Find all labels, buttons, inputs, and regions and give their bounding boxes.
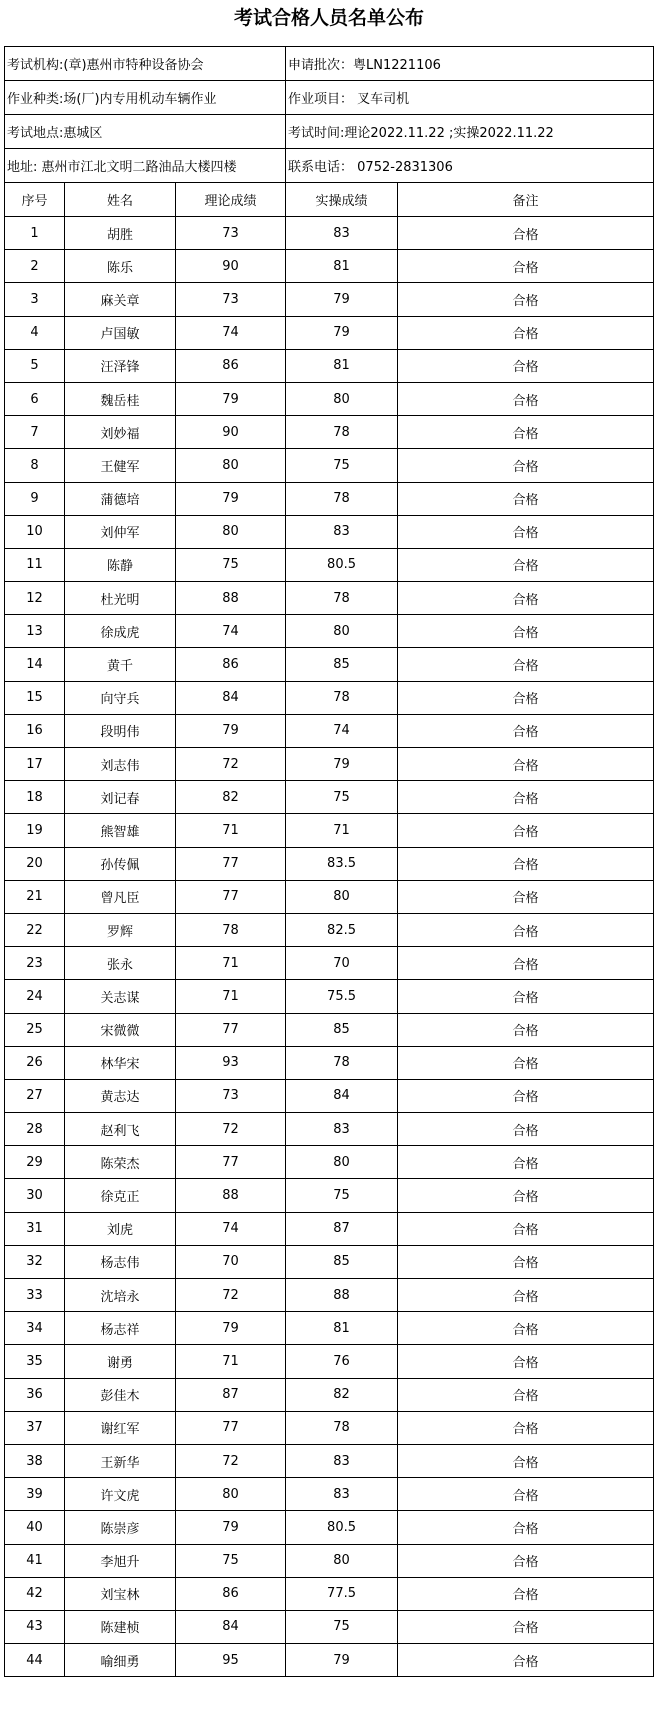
cell-theory-score: 80 <box>176 515 286 548</box>
cell-practical-score: 81 <box>286 349 398 382</box>
cell-practical-score: 83 <box>286 515 398 548</box>
table-row <box>5 1113 654 1146</box>
cell-remark: 合格 <box>398 1345 654 1378</box>
cell-index: 2 <box>5 250 65 283</box>
cell-theory-score: 84 <box>176 681 286 714</box>
cell-theory-score: 72 <box>176 1444 286 1477</box>
cell-name: 段明伟 <box>65 714 176 747</box>
cell-index: 13 <box>5 615 65 648</box>
cell-name: 赵利飞 <box>65 1113 176 1146</box>
cell-remark: 合格 <box>398 1577 654 1610</box>
cell-index: 41 <box>5 1544 65 1577</box>
cell-name: 喻细勇 <box>65 1644 176 1677</box>
cell-theory-score: 77 <box>176 847 286 880</box>
cell-name: 孙传佩 <box>65 847 176 880</box>
cell-practical-score: 76 <box>286 1345 398 1378</box>
cell-remark: 合格 <box>398 1444 654 1477</box>
cell-index: 37 <box>5 1411 65 1444</box>
cell-name: 杨志祥 <box>65 1312 176 1345</box>
table-row <box>5 1179 654 1212</box>
cell-theory-score: 75 <box>176 1544 286 1577</box>
cell-index: 1 <box>5 217 65 250</box>
table-row <box>5 1577 654 1610</box>
cell-theory-score: 77 <box>176 1411 286 1444</box>
cell-name: 曾凡臣 <box>65 880 176 913</box>
cell-name: 陈建桢 <box>65 1610 176 1643</box>
cell-practical-score: 78 <box>286 1411 398 1444</box>
table-row <box>5 482 654 515</box>
table-row <box>5 980 654 1013</box>
cell-index: 10 <box>5 515 65 548</box>
cell-remark: 合格 <box>398 515 654 548</box>
cell-name: 刘志伟 <box>65 748 176 781</box>
cell-index: 29 <box>5 1146 65 1179</box>
table-row <box>5 1212 654 1245</box>
exam-org: 考试机构:(章)惠州市特种设备协会 <box>5 47 286 81</box>
cell-index: 36 <box>5 1378 65 1411</box>
cell-remark: 合格 <box>398 1212 654 1245</box>
cell-theory-score: 86 <box>176 349 286 382</box>
cell-index: 43 <box>5 1610 65 1643</box>
cell-name: 彭佳木 <box>65 1378 176 1411</box>
header-theory-score: 理论成绩 <box>176 183 286 217</box>
table-row <box>5 548 654 581</box>
cell-remark: 合格 <box>398 1478 654 1511</box>
cell-remark: 合格 <box>398 615 654 648</box>
table-row <box>5 449 654 482</box>
cell-theory-score: 73 <box>176 1079 286 1112</box>
cell-index: 42 <box>5 1577 65 1610</box>
cell-name: 陈乐 <box>65 250 176 283</box>
cell-name: 向守兵 <box>65 681 176 714</box>
header-practical-score: 实操成绩 <box>286 183 398 217</box>
cell-theory-score: 73 <box>176 283 286 316</box>
table-row <box>5 1079 654 1112</box>
cell-remark: 合格 <box>398 1146 654 1179</box>
application-batch: 申请批次：粤LN1221106 <box>286 47 654 81</box>
cell-remark: 合格 <box>398 1046 654 1079</box>
cell-practical-score: 82 <box>286 1378 398 1411</box>
cell-name: 刘记春 <box>65 781 176 814</box>
cell-theory-score: 74 <box>176 615 286 648</box>
cell-remark: 合格 <box>398 349 654 382</box>
table-row <box>5 250 654 283</box>
cell-name: 王健军 <box>65 449 176 482</box>
cell-remark: 合格 <box>398 714 654 747</box>
cell-practical-score: 78 <box>286 681 398 714</box>
cell-practical-score: 85 <box>286 1245 398 1278</box>
table-row <box>5 847 654 880</box>
cell-index: 4 <box>5 316 65 349</box>
cell-practical-score: 85 <box>286 648 398 681</box>
cell-index: 6 <box>5 382 65 415</box>
cell-practical-score: 87 <box>286 1212 398 1245</box>
cell-practical-score: 83 <box>286 1478 398 1511</box>
cell-remark: 合格 <box>398 283 654 316</box>
table-row <box>5 217 654 250</box>
table-row <box>5 748 654 781</box>
cell-name: 汪泽锋 <box>65 349 176 382</box>
cell-practical-score: 75.5 <box>286 980 398 1013</box>
cell-theory-score: 78 <box>176 913 286 946</box>
cell-index: 20 <box>5 847 65 880</box>
cell-remark: 合格 <box>398 1113 654 1146</box>
info-row-category <box>5 81 654 115</box>
cell-practical-score: 84 <box>286 1079 398 1112</box>
cell-practical-score: 80.5 <box>286 548 398 581</box>
info-row-org <box>5 47 654 81</box>
cell-practical-score: 81 <box>286 250 398 283</box>
cell-practical-score: 70 <box>286 947 398 980</box>
cell-theory-score: 80 <box>176 449 286 482</box>
cell-name: 关志谋 <box>65 980 176 1013</box>
cell-practical-score: 75 <box>286 781 398 814</box>
cell-remark: 合格 <box>398 1610 654 1643</box>
cell-remark: 合格 <box>398 1544 654 1577</box>
cell-theory-score: 72 <box>176 1279 286 1312</box>
cell-index: 24 <box>5 980 65 1013</box>
cell-theory-score: 79 <box>176 714 286 747</box>
cell-name: 宋微微 <box>65 1013 176 1046</box>
cell-practical-score: 83 <box>286 1444 398 1477</box>
cell-name: 罗辉 <box>65 913 176 946</box>
cell-name: 麻关章 <box>65 283 176 316</box>
cell-index: 33 <box>5 1279 65 1312</box>
table-row <box>5 515 654 548</box>
cell-index: 22 <box>5 913 65 946</box>
cell-practical-score: 79 <box>286 748 398 781</box>
cell-name: 黄志达 <box>65 1079 176 1112</box>
cell-index: 19 <box>5 814 65 847</box>
table-row <box>5 781 654 814</box>
cell-remark: 合格 <box>398 947 654 980</box>
table-row <box>5 913 654 946</box>
cell-remark: 合格 <box>398 382 654 415</box>
cell-index: 12 <box>5 582 65 615</box>
cell-practical-score: 77.5 <box>286 1577 398 1610</box>
cell-theory-score: 79 <box>176 1511 286 1544</box>
cell-practical-score: 83 <box>286 217 398 250</box>
cell-theory-score: 79 <box>176 382 286 415</box>
table-row <box>5 1411 654 1444</box>
cell-theory-score: 87 <box>176 1378 286 1411</box>
cell-theory-score: 86 <box>176 1577 286 1610</box>
table-row <box>5 1046 654 1079</box>
work-item: 作业项目： 叉车司机 <box>286 81 654 115</box>
cell-remark: 合格 <box>398 449 654 482</box>
cell-index: 40 <box>5 1511 65 1544</box>
cell-practical-score: 75 <box>286 1179 398 1212</box>
cell-name: 徐克正 <box>65 1179 176 1212</box>
cell-name: 陈荣杰 <box>65 1146 176 1179</box>
cell-name: 谢红军 <box>65 1411 176 1444</box>
cell-practical-score: 74 <box>286 714 398 747</box>
cell-practical-score: 79 <box>286 316 398 349</box>
cell-theory-score: 72 <box>176 748 286 781</box>
table-row <box>5 947 654 980</box>
cell-index: 32 <box>5 1245 65 1278</box>
cell-index: 7 <box>5 416 65 449</box>
cell-practical-score: 78 <box>286 482 398 515</box>
table-row <box>5 1312 654 1345</box>
cell-index: 18 <box>5 781 65 814</box>
info-row-address <box>5 149 654 183</box>
table-row <box>5 1511 654 1544</box>
cell-practical-score: 75 <box>286 1610 398 1643</box>
table-row <box>5 714 654 747</box>
cell-index: 11 <box>5 548 65 581</box>
cell-theory-score: 86 <box>176 648 286 681</box>
cell-name: 熊智雄 <box>65 814 176 847</box>
cell-name: 陈崇彦 <box>65 1511 176 1544</box>
table-row <box>5 316 654 349</box>
cell-name: 林华宋 <box>65 1046 176 1079</box>
cell-remark: 合格 <box>398 748 654 781</box>
cell-practical-score: 80 <box>286 1544 398 1577</box>
table-row <box>5 1478 654 1511</box>
table-row <box>5 615 654 648</box>
cell-theory-score: 77 <box>176 1013 286 1046</box>
cell-name: 徐成虎 <box>65 615 176 648</box>
cell-theory-score: 74 <box>176 1212 286 1245</box>
cell-remark: 合格 <box>398 880 654 913</box>
cell-name: 胡胜 <box>65 217 176 250</box>
cell-remark: 合格 <box>398 1411 654 1444</box>
cell-index: 30 <box>5 1179 65 1212</box>
cell-name: 刘虎 <box>65 1212 176 1245</box>
cell-remark: 合格 <box>398 316 654 349</box>
cell-index: 21 <box>5 880 65 913</box>
cell-theory-score: 71 <box>176 980 286 1013</box>
cell-practical-score: 81 <box>286 1312 398 1345</box>
cell-remark: 合格 <box>398 1378 654 1411</box>
cell-name: 刘宝林 <box>65 1577 176 1610</box>
cell-theory-score: 71 <box>176 1345 286 1378</box>
table-row <box>5 582 654 615</box>
cell-practical-score: 79 <box>286 1644 398 1677</box>
cell-practical-score: 83 <box>286 1113 398 1146</box>
table-row <box>5 880 654 913</box>
cell-theory-score: 77 <box>176 1146 286 1179</box>
cell-remark: 合格 <box>398 847 654 880</box>
cell-remark: 合格 <box>398 648 654 681</box>
cell-name: 刘仲军 <box>65 515 176 548</box>
header-index: 序号 <box>5 183 65 217</box>
cell-name: 刘妙福 <box>65 416 176 449</box>
cell-remark: 合格 <box>398 217 654 250</box>
cell-index: 28 <box>5 1113 65 1146</box>
exam-location: 考试地点:惠城区 <box>5 115 286 149</box>
table-row <box>5 648 654 681</box>
cell-practical-score: 78 <box>286 416 398 449</box>
table-row <box>5 681 654 714</box>
table-row <box>5 1644 654 1677</box>
table-row <box>5 283 654 316</box>
cell-practical-score: 71 <box>286 814 398 847</box>
work-category: 作业种类:场(厂)内专用机动车辆作业 <box>5 81 286 115</box>
cell-remark: 合格 <box>398 980 654 1013</box>
cell-index: 8 <box>5 449 65 482</box>
cell-theory-score: 82 <box>176 781 286 814</box>
header-remark: 备注 <box>398 183 654 217</box>
table-row <box>5 382 654 415</box>
cell-name: 张永 <box>65 947 176 980</box>
cell-theory-score: 79 <box>176 482 286 515</box>
table-row <box>5 1245 654 1278</box>
cell-index: 16 <box>5 714 65 747</box>
table-row <box>5 1378 654 1411</box>
cell-name: 沈培永 <box>65 1279 176 1312</box>
cell-theory-score: 80 <box>176 1478 286 1511</box>
address: 地址: 惠州市江北文明二路油品大楼四楼 <box>5 149 286 183</box>
cell-practical-score: 80 <box>286 880 398 913</box>
cell-practical-score: 82.5 <box>286 913 398 946</box>
cell-theory-score: 95 <box>176 1644 286 1677</box>
cell-index: 9 <box>5 482 65 515</box>
cell-theory-score: 73 <box>176 217 286 250</box>
cell-practical-score: 78 <box>286 582 398 615</box>
cell-name: 王新华 <box>65 1444 176 1477</box>
cell-remark: 合格 <box>398 781 654 814</box>
contact-phone: 联系电话： 0752-2831306 <box>286 149 654 183</box>
cell-name: 黄千 <box>65 648 176 681</box>
cell-name: 卢国敏 <box>65 316 176 349</box>
cell-index: 44 <box>5 1644 65 1677</box>
cell-index: 35 <box>5 1345 65 1378</box>
cell-name: 杨志伟 <box>65 1245 176 1278</box>
cell-remark: 合格 <box>398 250 654 283</box>
table-row <box>5 349 654 382</box>
cell-remark: 合格 <box>398 1279 654 1312</box>
cell-practical-score: 88 <box>286 1279 398 1312</box>
cell-remark: 合格 <box>398 1079 654 1112</box>
cell-remark: 合格 <box>398 1511 654 1544</box>
cell-theory-score: 75 <box>176 548 286 581</box>
table-row <box>5 814 654 847</box>
cell-remark: 合格 <box>398 814 654 847</box>
cell-remark: 合格 <box>398 913 654 946</box>
cell-theory-score: 79 <box>176 1312 286 1345</box>
cell-theory-score: 71 <box>176 814 286 847</box>
table-row <box>5 416 654 449</box>
table-row <box>5 1345 654 1378</box>
cell-index: 5 <box>5 349 65 382</box>
cell-remark: 合格 <box>398 548 654 581</box>
cell-theory-score: 72 <box>176 1113 286 1146</box>
table-row <box>5 1146 654 1179</box>
cell-theory-score: 84 <box>176 1610 286 1643</box>
cell-index: 14 <box>5 648 65 681</box>
cell-theory-score: 90 <box>176 416 286 449</box>
table-header-row <box>5 183 654 217</box>
table-row <box>5 1279 654 1312</box>
cell-name: 谢勇 <box>65 1345 176 1378</box>
cell-name: 李旭升 <box>65 1544 176 1577</box>
table-row <box>5 1544 654 1577</box>
cell-name: 蒲德培 <box>65 482 176 515</box>
cell-practical-score: 85 <box>286 1013 398 1046</box>
cell-practical-score: 79 <box>286 283 398 316</box>
cell-remark: 合格 <box>398 1179 654 1212</box>
cell-index: 38 <box>5 1444 65 1477</box>
table-row <box>5 1013 654 1046</box>
cell-index: 23 <box>5 947 65 980</box>
cell-index: 17 <box>5 748 65 781</box>
table-row <box>5 1610 654 1643</box>
cell-theory-score: 88 <box>176 1179 286 1212</box>
cell-index: 3 <box>5 283 65 316</box>
cell-index: 26 <box>5 1046 65 1079</box>
cell-index: 31 <box>5 1212 65 1245</box>
header-name: 姓名 <box>65 183 176 217</box>
table-row <box>5 1444 654 1477</box>
cell-remark: 合格 <box>398 1245 654 1278</box>
cell-theory-score: 88 <box>176 582 286 615</box>
cell-practical-score: 80 <box>286 382 398 415</box>
cell-theory-score: 93 <box>176 1046 286 1079</box>
info-row-location <box>5 115 654 149</box>
page-title: 考试合格人员名单公布 <box>233 7 424 29</box>
cell-name: 许文虎 <box>65 1478 176 1511</box>
cell-remark: 合格 <box>398 416 654 449</box>
cell-index: 34 <box>5 1312 65 1345</box>
cell-theory-score: 71 <box>176 947 286 980</box>
cell-theory-score: 77 <box>176 880 286 913</box>
cell-name: 杜光明 <box>65 582 176 615</box>
cell-remark: 合格 <box>398 1644 654 1677</box>
cell-theory-score: 74 <box>176 316 286 349</box>
cell-practical-score: 83.5 <box>286 847 398 880</box>
cell-remark: 合格 <box>398 1013 654 1046</box>
cell-practical-score: 78 <box>286 1046 398 1079</box>
results-table <box>4 46 654 1677</box>
cell-index: 27 <box>5 1079 65 1112</box>
cell-name: 陈静 <box>65 548 176 581</box>
cell-remark: 合格 <box>398 1312 654 1345</box>
cell-remark: 合格 <box>398 681 654 714</box>
cell-practical-score: 75 <box>286 449 398 482</box>
cell-index: 39 <box>5 1478 65 1511</box>
cell-practical-score: 80 <box>286 615 398 648</box>
cell-practical-score: 80 <box>286 1146 398 1179</box>
cell-name: 魏岳桂 <box>65 382 176 415</box>
cell-index: 15 <box>5 681 65 714</box>
cell-remark: 合格 <box>398 582 654 615</box>
exam-time: 考试时间:理论2022.11.22 ;实操2022.11.22 <box>286 115 654 149</box>
cell-remark: 合格 <box>398 482 654 515</box>
cell-theory-score: 90 <box>176 250 286 283</box>
cell-index: 25 <box>5 1013 65 1046</box>
cell-practical-score: 80.5 <box>286 1511 398 1544</box>
cell-theory-score: 70 <box>176 1245 286 1278</box>
